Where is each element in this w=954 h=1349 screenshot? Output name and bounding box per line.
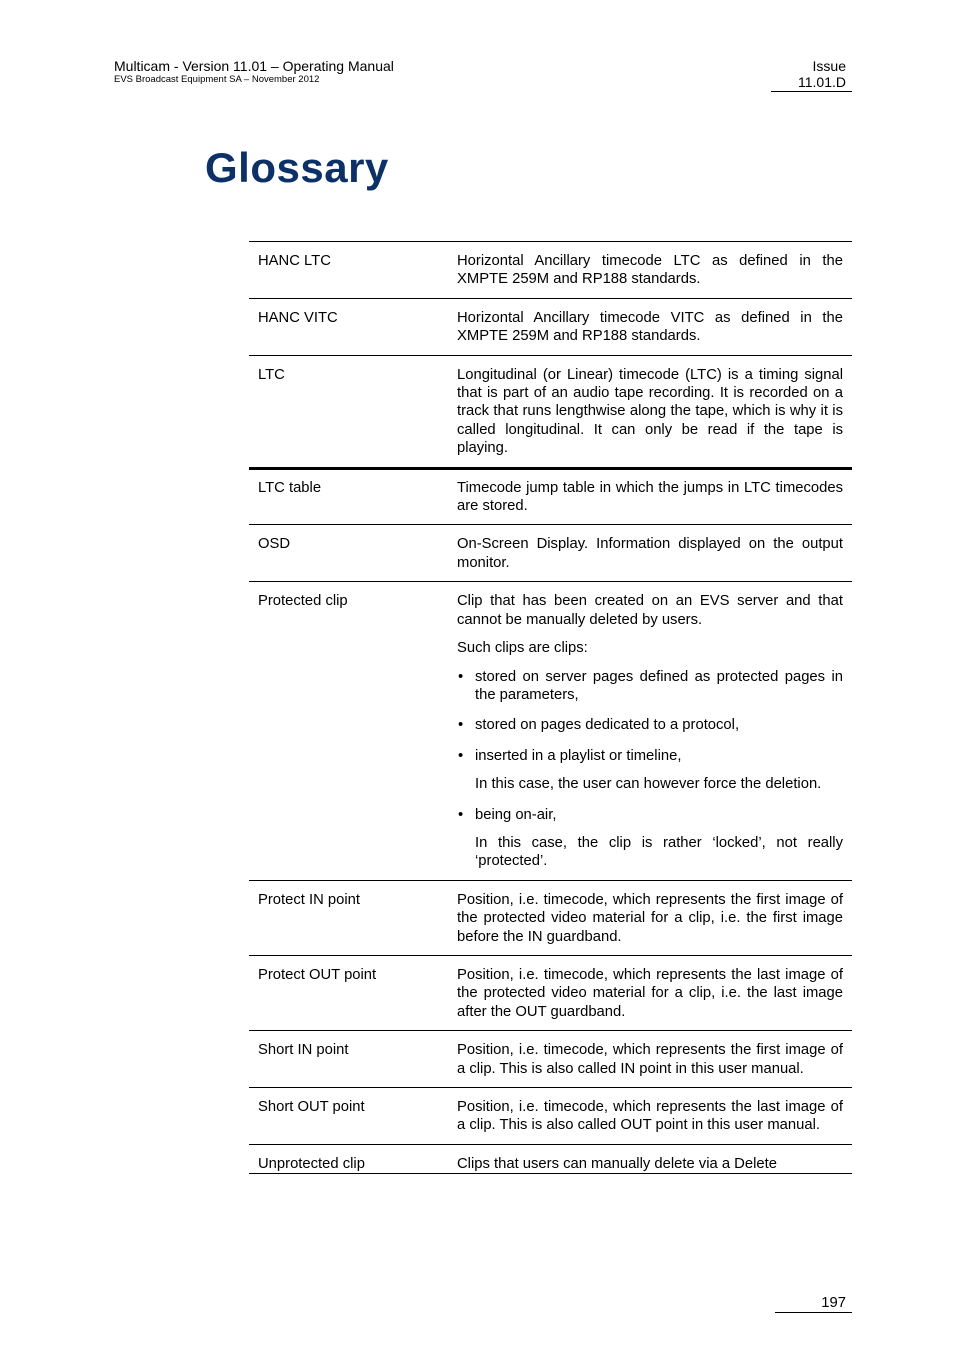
glossary-definition: On-Screen Display. Information displayed on the output monitor. — [453, 525, 852, 582]
document-title: Multicam - Version 11.01 – Operating Manual — [114, 58, 394, 74]
page-number — [775, 1294, 852, 1313]
glossary-term: Protected clip — [249, 582, 453, 880]
list-item — [457, 668, 843, 705]
issue-label: Issue — [812, 58, 846, 74]
glossary-definition: Longitudinal (or Linear) timecode (LTC) is a timing signal that is part of an audio tape recording. It is recorded on a track that runs lengthwise along the tape, which is why it is called longitudinal. It can only be read if the tape is playing. — [453, 355, 852, 468]
glossary-term: OSD — [249, 525, 453, 582]
list-item-text: inserted in a playlist or timeline, — [475, 747, 682, 764]
page-number-text: 197 — [821, 1295, 846, 1311]
glossary-row-short-in-point — [249, 1031, 852, 1088]
list-item-text: being on-air, — [475, 806, 557, 823]
bullet-icon: • — [458, 668, 464, 685]
list-item-text: stored on server pages defined as protected pages in the parameters, — [475, 668, 843, 703]
list-item — [457, 747, 843, 794]
glossary-definition: Horizontal Ancillary timecode LTC as defined in the XMPTE 259M and RP188 standards. — [453, 242, 852, 299]
glossary-definition: Position, i.e. timecode, which represents the last image of the protected video material for a clip, i.e. the last image after the OUT guardband. — [453, 955, 852, 1030]
list-item — [457, 806, 843, 871]
glossary-row-hanc-ltc — [249, 242, 852, 299]
glossary-row-hanc-vitc — [249, 298, 852, 355]
glossary-definition: Timecode jump table in which the jumps in LTC timecodes are stored. — [453, 468, 852, 525]
glossary-definition: Position, i.e. timecode, which represents the last image of a clip. This is also called OUT point in this user manual. — [453, 1088, 852, 1145]
glossary-term: LTC table — [249, 468, 453, 525]
glossary-term: Protect OUT point — [249, 955, 453, 1030]
glossary-definition — [453, 582, 852, 880]
page-title: Glossary — [205, 144, 389, 191]
list-item-text: stored on pages dedicated to a protocol, — [475, 717, 740, 734]
list-item — [457, 716, 843, 734]
bullet-icon: • — [458, 806, 464, 823]
glossary-term: Unprotected clip — [249, 1144, 453, 1173]
glossary-row-unprotected-clip — [249, 1144, 852, 1173]
definition-bullet-list — [457, 668, 843, 871]
glossary-term: Protect IN point — [249, 880, 453, 955]
definition-intro: Clip that has been created on an EVS server and that cannot be manually deleted by users. — [457, 593, 843, 628]
document-publisher: EVS Broadcast Equipment SA – November 2012 — [114, 74, 320, 85]
glossary-term: Short OUT point — [249, 1088, 453, 1145]
glossary-term: HANC VITC — [249, 298, 453, 355]
glossary-row-short-out-point — [249, 1088, 852, 1145]
issue-number: 11.01.D — [798, 74, 846, 90]
glossary-row-ltc-table — [249, 468, 852, 525]
glossary-definition: Position, i.e. timecode, which represents the first image of a clip. This is also called IN point in this user manual. — [453, 1031, 852, 1088]
glossary-definition: Horizontal Ancillary timecode VITC as defined in the XMPTE 259M and RP188 standards. — [453, 298, 852, 355]
glossary-table — [249, 241, 852, 1174]
glossary-row-ltc — [249, 355, 852, 468]
list-item-note: In this case, the clip is rather ‘locked’, not really ‘protected’. — [475, 834, 843, 870]
glossary-term: HANC LTC — [249, 242, 453, 299]
glossary-definition: Position, i.e. timecode, which represents the first image of the protected video material for a clip, i.e. the first image before the IN guardband. — [453, 880, 852, 955]
glossary-row-protect-in-point — [249, 880, 852, 955]
glossary-term: LTC — [249, 355, 453, 468]
glossary-term: Short IN point — [249, 1031, 453, 1088]
glossary-row-protected-clip — [249, 582, 852, 880]
running-header — [114, 58, 394, 86]
issue-block — [771, 58, 852, 92]
glossary-row-osd — [249, 525, 852, 582]
bullet-icon: • — [458, 747, 464, 764]
definition-list-intro: Such clips are clips: — [457, 640, 588, 657]
glossary-definition: Clips that users can manually delete via a Delete — [453, 1144, 852, 1173]
glossary-row-protect-out-point — [249, 955, 852, 1030]
bullet-icon: • — [458, 717, 464, 734]
list-item-note: In this case, the user can however force the deletion. — [475, 776, 822, 793]
